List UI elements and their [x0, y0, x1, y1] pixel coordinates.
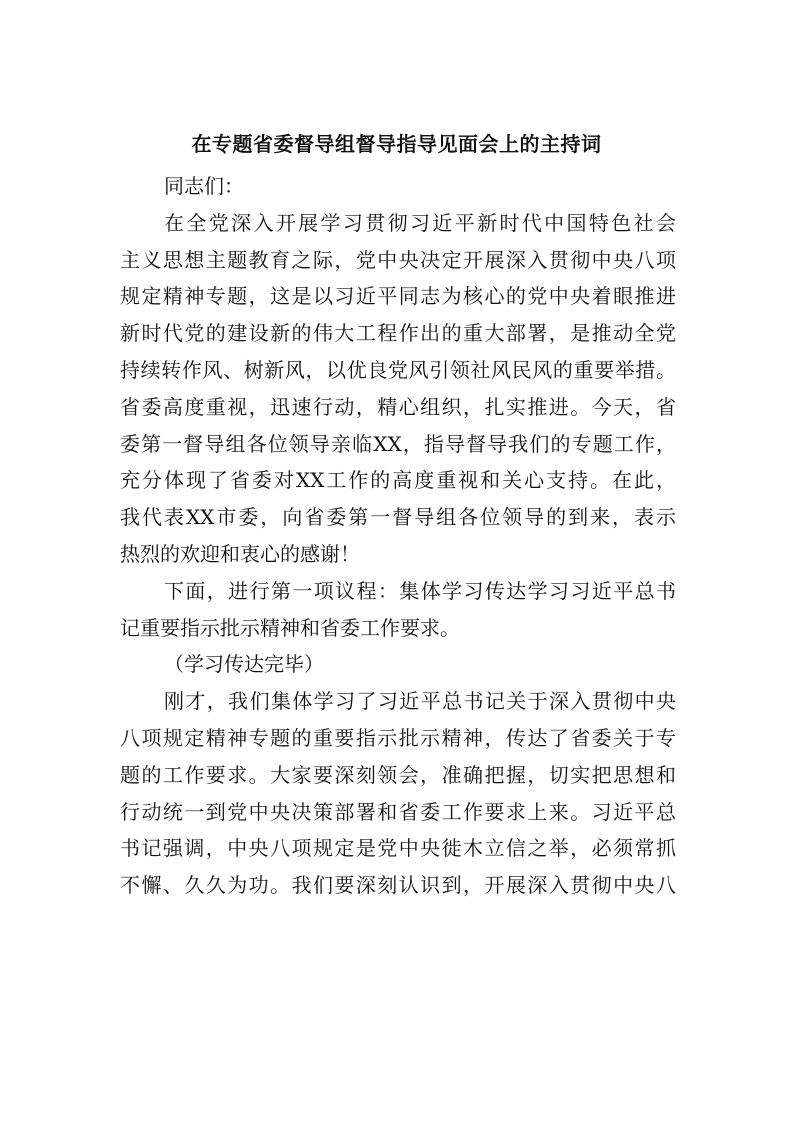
paragraph-line: 行动统一到党中央决策部署和省委工作要求上来。习近平总 — [120, 799, 676, 824]
paragraph-line: 题的工作要求。大家要深刻领会，准确把握，切实把思想和 — [120, 762, 676, 787]
paragraph-line: 记重要指示批示精神和省委工作要求。 — [120, 615, 460, 640]
document-body — [120, 168, 676, 904]
paragraph-line: 充分体现了省委对XX工作的高度重视和关心支持。在此， — [120, 468, 676, 493]
greeting-line: 同志们： — [164, 174, 244, 198]
paragraph-line: 下面，进行第一项议程：集体学习传达学习习近平总书 — [164, 578, 676, 603]
paragraph-line: 省委高度重视，迅速行动，精心组织，扎实推进。今天，省 — [120, 394, 676, 419]
paragraph-line: 主义思想主题教育之际，党中央决定开展深入贯彻中央八项 — [120, 247, 676, 272]
paragraph-line: 规定精神专题，这是以习近平同志为核心的党中央着眼推进 — [120, 284, 676, 309]
paragraph-line: 不懈、久久为功。我们要深刻认识到，开展深入贯彻中央八 — [120, 873, 676, 898]
paragraph-line: 持续转作风、树新风，以优良党风引领社风民风的重要举措。 — [120, 357, 676, 382]
paragraph-line: 委第一督导组各位领导亲临XX，指导督导我们的专题工作， — [120, 431, 676, 456]
paragraph-line: 书记强调，中央八项规定是党中央徙木立信之举，必须常抓 — [120, 836, 676, 861]
paragraph-line: 我代表XX市委，向省委第一督导组各位领导的到来，表示 — [120, 505, 676, 530]
paragraph-line: 八项规定精神专题的重要指示批示精神，传达了省委关于专 — [120, 725, 676, 750]
paragraph-line: 新时代党的建设新的伟大工程作出的重大部署，是推动全党 — [120, 321, 676, 346]
paragraph-line: （学习传达完毕） — [164, 652, 324, 677]
paragraph-line: 在全党深入开展学习贯彻习近平新时代中国特色社会 — [164, 210, 676, 235]
document-title: 在专题省委督导组督导指导见面会上的主持词 — [191, 132, 602, 156]
paragraph-line: 刚才，我们集体学习了习近平总书记关于深入贯彻中央 — [164, 689, 676, 714]
paragraph-line: 热烈的欢迎和衷心的感谢！ — [120, 541, 360, 566]
